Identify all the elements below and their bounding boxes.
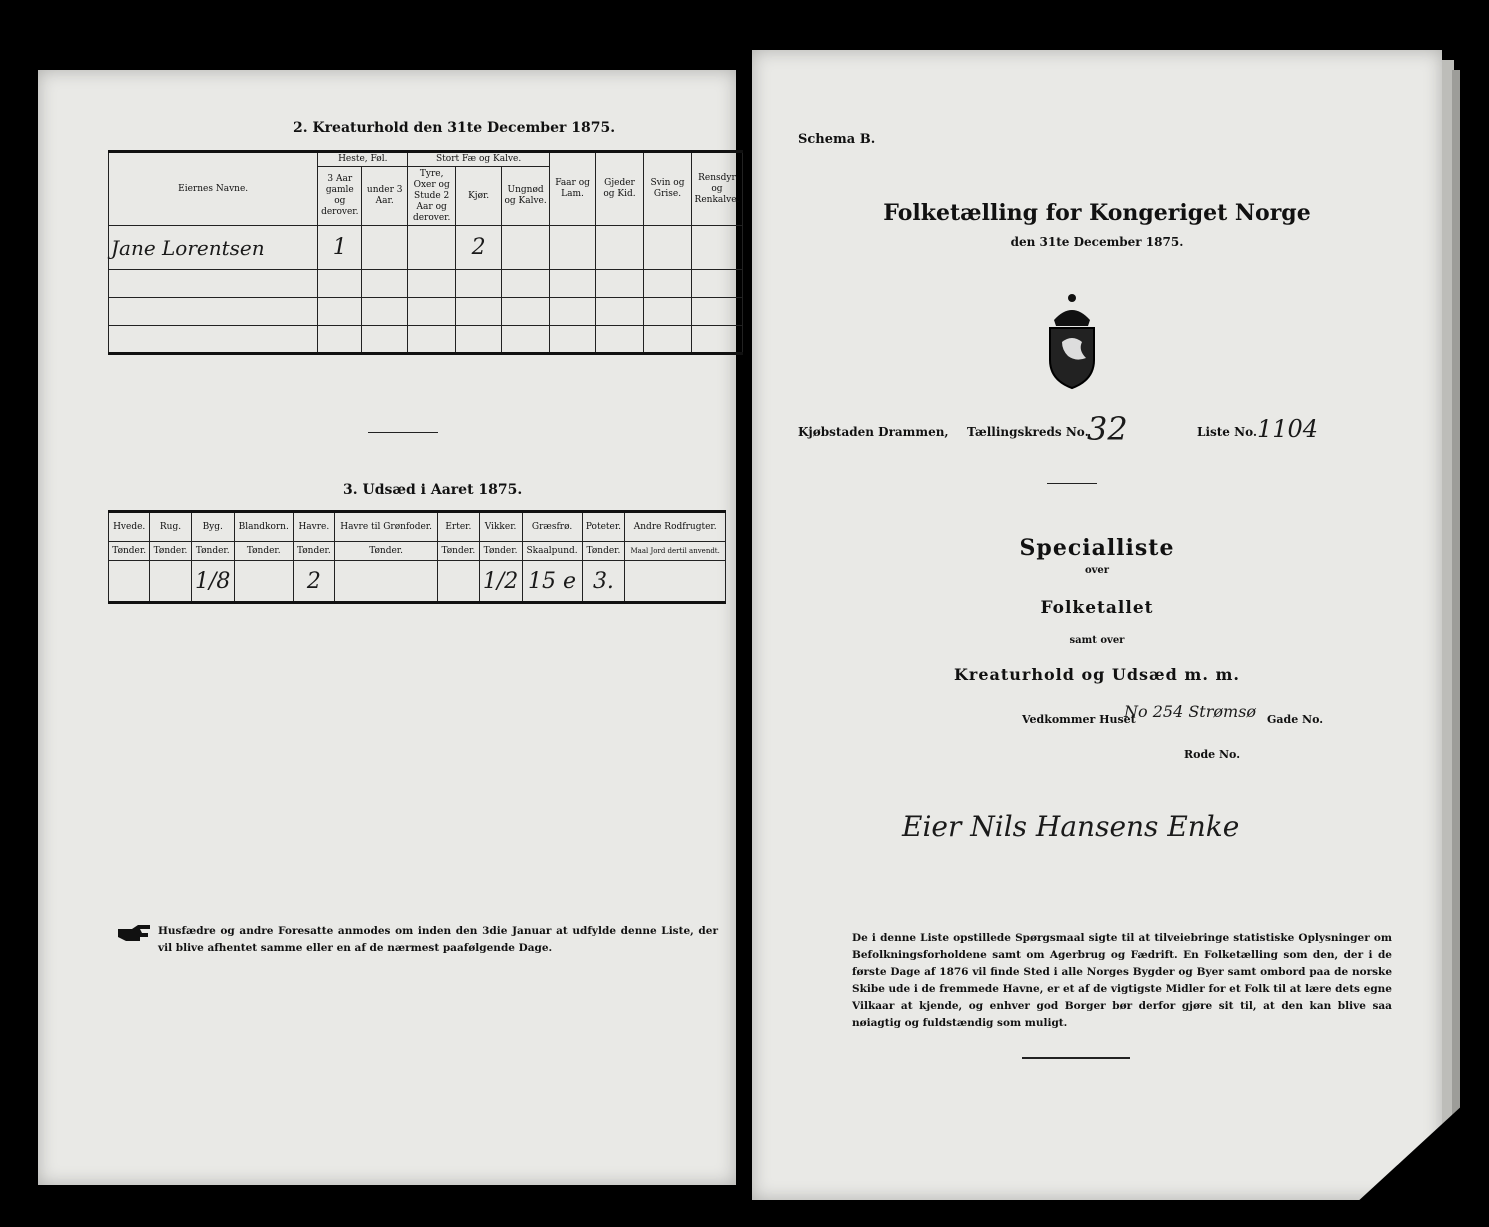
samt-over-text: samt over	[1069, 635, 1125, 646]
seed-value	[234, 561, 293, 603]
rode-label: Rode No.	[1184, 748, 1241, 761]
house-owner-name: Eier Nils Hansens Enke	[902, 810, 1240, 843]
seed-header: Erter.	[438, 512, 479, 542]
norway-coat-of-arms-icon	[1042, 290, 1102, 390]
header-horses-young: under 3 Aar.	[362, 167, 408, 226]
seed-value	[150, 561, 191, 603]
header-horses: Heste, Føl.	[318, 152, 408, 167]
liste-number: 1104	[1257, 415, 1319, 443]
seed-unit: Tønder.	[479, 542, 522, 561]
seed-unit: Tønder.	[582, 542, 625, 561]
folketallet-heading: Folketallet	[1040, 598, 1154, 618]
seed-header: Græsfrø.	[522, 512, 582, 542]
seed-unit: Tønder.	[234, 542, 293, 561]
seed-unit: Tønder.	[293, 542, 334, 561]
seed-unit: Tønder.	[150, 542, 191, 561]
header-owner: Eiernes Navne.	[109, 152, 318, 226]
over-text: over	[1084, 565, 1110, 576]
kreds-number: 32	[1087, 410, 1128, 448]
seed-header: Andre Rodfrugter.	[625, 512, 726, 542]
header-goats: Gjeder og Kid.	[596, 152, 644, 226]
liste-label: Liste No.	[1197, 425, 1258, 439]
seed-value: 1/2	[479, 561, 522, 603]
census-date: den 31te December 1875.	[1010, 235, 1184, 249]
seed-value	[335, 561, 438, 603]
seed-value: 3.	[582, 561, 625, 603]
seed-unit: Skaalpund.	[522, 542, 582, 561]
owner-name: Jane Lorentsen	[109, 226, 318, 270]
left-page	[38, 70, 740, 1185]
kjobstad-label: Kjøbstaden Drammen,	[798, 425, 949, 439]
section2-title: 2. Kreaturhold den 31te December 1875.	[293, 120, 616, 136]
kreds-label: Tællingskreds No.	[967, 425, 1089, 439]
seed-header: Rug.	[150, 512, 191, 542]
seed-unit: Tønder.	[109, 542, 150, 561]
kreaturhold-heading: Kreaturhold og Udsæd m. m.	[954, 665, 1240, 684]
page-edge	[1452, 70, 1460, 1190]
header-calves: Ungnød og Kalve.	[502, 167, 550, 226]
header-sheep: Faar og Lam.	[550, 152, 596, 226]
seed-value	[625, 561, 726, 603]
seed-unit: Tønder.	[335, 542, 438, 561]
header-reindeer: Rensdyr og Renkalve.	[691, 152, 742, 226]
header-cattle: Stort Fæ og Kalve.	[408, 152, 550, 167]
vedkommer-label: Vedkommer Huset	[1022, 713, 1136, 726]
seed-unit: Maal Jord dertil anvendt.	[625, 542, 726, 561]
seed-header: Hvede.	[109, 512, 150, 542]
header-pigs: Svin og Grise.	[644, 152, 692, 226]
divider	[368, 432, 438, 433]
header-cows: Kjør.	[456, 167, 502, 226]
gade-label: Gade No.	[1267, 713, 1324, 726]
divider	[1047, 483, 1097, 484]
seed-table	[108, 510, 726, 604]
seed-unit: Tønder.	[438, 542, 479, 561]
right-page	[752, 50, 1442, 1200]
cows-value: 2	[456, 226, 502, 270]
horses-old-value: 1	[318, 226, 362, 270]
seed-value: 15 e	[522, 561, 582, 603]
schema-label: Schema B.	[798, 132, 876, 147]
section3-title: 3. Udsæd i Aaret 1875.	[343, 482, 523, 498]
divider	[1022, 1057, 1130, 1059]
seed-value: 2	[293, 561, 334, 603]
house-address: No 254 Strømsø	[1124, 702, 1257, 721]
seed-header: Vikker.	[479, 512, 522, 542]
seed-header: Blandkorn.	[234, 512, 293, 542]
header-horses-old: 3 Aar gamle og derover.	[318, 167, 362, 226]
seed-header: Poteter.	[582, 512, 625, 542]
census-title: Folketælling for Kongeriget Norge	[883, 200, 1311, 226]
seed-header: Havre.	[293, 512, 334, 542]
specialliste-heading: Specialliste	[1019, 535, 1175, 561]
notice-text: Husfædre og andre Foresatte anmodes om inden den 3die Januar at udfylde denne Liste, der vil blive afhentet samme eller en af de nærmest paafølgende Dage.	[158, 925, 718, 954]
page-corner-shadow	[1330, 1080, 1489, 1227]
seed-unit: Tønder.	[191, 542, 234, 561]
info-paragraph: De i denne Liste opstillede Spørgsmaal sigte til at tilveiebringe statistiske Oplysninger om Befolkningsforholdene samt om Agerbrug og Fædrift. En Folketælling som den, der i de første Dage af 1876 vil finde Sted i alle Norges Bygder og Byer samt ombord paa de norske Skibe ude i de fremmede Havne, er et af de vigtigste Midler for et Folk til at lære dets egne Vilkaar at kjende, og enhver god Borger bør derfor gjøre sit til, at den kan blive saa nøiagtig og fuldstændig som muligt.	[852, 932, 1392, 1029]
seed-header: Byg.	[191, 512, 234, 542]
seed-value	[438, 561, 479, 603]
seed-value: 1/8	[191, 561, 234, 603]
seed-value	[109, 561, 150, 603]
pointing-hand-icon	[116, 923, 152, 945]
seed-header: Havre til Grønfoder.	[335, 512, 438, 542]
livestock-table	[108, 150, 743, 355]
header-bulls: Tyre, Oxer og Stude 2 Aar og derover.	[408, 167, 456, 226]
